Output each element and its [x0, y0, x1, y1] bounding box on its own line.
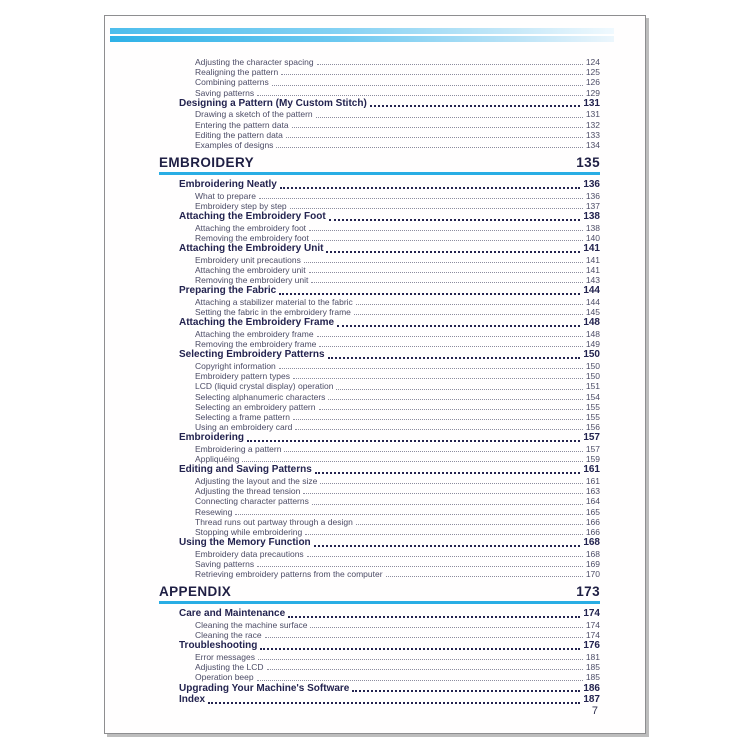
entry-page-number: 170: [585, 569, 600, 580]
toc-entry: [159, 329, 600, 339]
toc-entry: [159, 285, 600, 297]
toc-entry: [159, 57, 600, 67]
entry-title: Entering the pattern data: [195, 119, 289, 130]
entry-page-number: 126: [585, 77, 600, 88]
entry-title: Adjusting the layout and the size: [195, 476, 318, 487]
entry-title: Appliquéing: [195, 454, 240, 465]
toc-entry: [159, 517, 600, 527]
dot-leader: [312, 240, 583, 241]
dot-leader: [356, 524, 583, 525]
entry-page-number: 161: [583, 464, 600, 476]
entry-page-number: 181: [585, 652, 600, 663]
entry-title: Embroidery unit precautions: [195, 254, 301, 265]
toc-entry: [159, 317, 600, 329]
entry-page-number: 141: [585, 254, 600, 265]
section-title: EMBROIDERY: [159, 155, 255, 171]
entry-title: Attaching the embroidery frame: [195, 329, 314, 340]
dot-leader: [326, 251, 580, 253]
entry-page-number: 185: [585, 672, 600, 683]
entry-page-number: 174: [585, 630, 600, 641]
entry-title: Cleaning the race: [195, 630, 262, 641]
dot-leader: [267, 669, 583, 670]
entry-title: Selecting a frame pattern: [195, 412, 290, 423]
entry-title: Preparing the Fabric: [179, 285, 277, 297]
section-page-number: 173: [576, 584, 600, 600]
dot-leader: [312, 504, 583, 505]
entry-page-number: 140: [585, 233, 600, 244]
entry-title: Connecting character patterns: [195, 496, 309, 507]
dot-leader: [317, 336, 583, 337]
entry-title: LCD (liquid crystal display) operation: [195, 381, 334, 392]
entry-title: Upgrading Your Machine's Software: [179, 682, 350, 694]
toc-entry: [159, 476, 600, 486]
entry-page-number: 161: [585, 476, 600, 487]
toc-entry: [159, 662, 600, 672]
toc-entry: [159, 486, 600, 496]
entry-page-number: 169: [585, 559, 600, 570]
entry-title: Stopping while embroidering: [195, 527, 303, 538]
entry-title: Error messages: [195, 652, 255, 663]
toc-entry: [159, 559, 600, 569]
entry-title: Drawing a sketch of the pattern: [195, 109, 313, 120]
entry-page-number: 165: [585, 506, 600, 517]
toc-list: [159, 57, 600, 706]
toc-entry: [159, 652, 600, 662]
entry-title: Using the Memory Function: [179, 537, 311, 549]
toc-entry: [159, 77, 600, 87]
entry-page-number: 154: [585, 391, 600, 402]
dot-leader: [279, 293, 580, 295]
toc-entry: [159, 537, 600, 549]
dot-leader: [336, 389, 582, 390]
entry-page-number: 134: [585, 140, 600, 151]
entry-page-number: 138: [583, 211, 600, 223]
toc-entry: [159, 432, 600, 444]
dot-leader: [356, 304, 583, 305]
entry-title: Selecting an embroidery pattern: [195, 401, 316, 412]
entry-page-number: 151: [585, 381, 600, 392]
toc-entry: [159, 109, 600, 119]
toc-entry: [159, 339, 600, 349]
entry-page-number: 131: [585, 109, 600, 120]
entry-page-number: 150: [585, 371, 600, 382]
toc-entry: [159, 608, 600, 620]
toc-entry: [159, 402, 600, 412]
entry-title: Attaching the Embroidery Foot: [179, 211, 326, 223]
entry-page-number: 136: [585, 190, 600, 201]
dot-leader: [317, 64, 583, 65]
dot-leader: [279, 368, 583, 369]
entry-page-number: 124: [585, 57, 600, 67]
toc-entry: [159, 88, 600, 98]
dot-leader: [272, 85, 583, 86]
toc-entry: [159, 412, 600, 422]
dot-leader: [309, 272, 583, 273]
entry-page-number: 186: [583, 682, 600, 694]
dot-leader: [265, 637, 583, 638]
entry-title: Adjusting the thread tension: [195, 486, 301, 497]
dot-leader: [292, 127, 583, 128]
dot-leader: [259, 198, 583, 199]
toc-entry: [159, 569, 600, 579]
dot-leader: [303, 493, 582, 494]
entry-title: Setting the fabric in the embroidery frame: [195, 307, 351, 318]
dot-leader: [284, 451, 582, 452]
dot-leader: [293, 419, 583, 420]
toc-entry: [159, 233, 600, 243]
dot-leader: [257, 566, 583, 567]
entry-page-number: 137: [585, 201, 600, 212]
dot-leader: [310, 627, 582, 628]
toc-entry: [159, 211, 600, 223]
dot-leader: [260, 648, 580, 650]
entry-title: Embroidery pattern types: [195, 371, 290, 382]
toc-entry: [159, 527, 600, 537]
entry-page-number: 174: [585, 620, 600, 631]
toc-entry: [159, 444, 600, 454]
header-bar-bottom-band: [110, 36, 614, 42]
entry-page-number: 166: [585, 527, 600, 538]
entry-title: Adjusting the LCD: [195, 662, 264, 673]
dot-leader: [288, 616, 580, 618]
entry-page-number: 141: [585, 265, 600, 276]
entry-page-number: 176: [583, 640, 600, 652]
section-title: APPENDIX: [159, 584, 232, 600]
entry-page-number: 141: [583, 243, 600, 255]
toc-entry: [159, 620, 600, 630]
entry-title: Embroidering: [179, 432, 245, 444]
entry-page-number: 157: [585, 444, 600, 455]
toc-entry: [159, 549, 600, 559]
dot-leader: [337, 325, 580, 327]
dot-leader: [315, 472, 581, 474]
entry-page-number: 133: [585, 129, 600, 140]
entry-page-number: 187: [583, 694, 600, 706]
section-divider-rule: [159, 172, 600, 175]
toc-entry: [159, 223, 600, 233]
toc-entry: [159, 265, 600, 275]
dot-leader: [328, 357, 581, 359]
entry-title: Selecting alphanumeric characters: [195, 391, 326, 402]
entry-page-number: 166: [585, 516, 600, 527]
header-gradient-bar: [110, 28, 614, 43]
dot-leader: [319, 409, 583, 410]
entry-title: Care and Maintenance: [179, 608, 286, 620]
dot-leader: [352, 690, 580, 692]
manual-page: [104, 15, 646, 734]
toc-entry: [159, 381, 600, 391]
entry-title: Designing a Pattern (My Custom Stitch): [179, 97, 367, 109]
toc-entry: [159, 507, 600, 517]
entry-page-number: 138: [585, 222, 600, 233]
entry-page-number: 155: [585, 412, 600, 423]
entry-page-number: 185: [585, 662, 600, 673]
dot-leader: [293, 378, 583, 379]
dot-leader: [319, 346, 582, 347]
dot-leader: [311, 282, 582, 283]
entry-title: Editing the pattern data: [195, 129, 283, 140]
entry-title: Attaching the embroidery foot: [195, 222, 307, 233]
entry-title: Examples of designs: [195, 140, 274, 151]
entry-title: Removing the embroidery foot: [195, 233, 309, 244]
entry-page-number: 143: [585, 275, 600, 286]
entry-title: Embroidering Neatly: [179, 179, 277, 191]
dot-leader: [290, 208, 583, 209]
entry-page-number: 145: [585, 307, 600, 318]
entry-page-number: 163: [585, 486, 600, 497]
entry-title: Attaching a stabilizer material to the fabric: [195, 297, 353, 308]
toc-entry: [159, 630, 600, 640]
dot-leader: [386, 576, 583, 577]
toc-entry: [159, 464, 600, 476]
entry-page-number: 125: [585, 67, 600, 78]
entry-title: Realigning the pattern: [195, 67, 279, 78]
entry-title: Embroidery step by step: [195, 201, 287, 212]
toc-entry: [159, 191, 600, 201]
dot-leader: [295, 429, 582, 430]
toc-entry: [159, 392, 600, 402]
entry-title: Copyright information: [195, 361, 276, 372]
toc-entry: [159, 672, 600, 682]
dot-leader: [370, 105, 581, 107]
entry-page-number: 136: [583, 179, 600, 191]
dot-leader: [314, 545, 581, 547]
dot-leader: [276, 147, 582, 148]
entry-title: Adjusting the character spacing: [195, 57, 314, 67]
dot-leader: [242, 461, 582, 462]
dot-leader: [235, 514, 582, 515]
entry-title: Retrieving embroidery patterns from the computer: [195, 569, 383, 580]
dot-leader: [281, 74, 583, 75]
dot-leader: [247, 440, 580, 442]
entry-title: Editing and Saving Patterns: [179, 464, 312, 476]
toc-entry: [159, 201, 600, 211]
entry-page-number: 157: [583, 432, 600, 444]
entry-title: Thread runs out partway through a design: [195, 516, 353, 527]
dot-leader: [257, 680, 583, 681]
dot-leader: [280, 187, 581, 189]
dot-leader: [305, 534, 583, 535]
footer-page-number: 7: [591, 705, 598, 717]
dot-leader: [316, 117, 583, 118]
entry-title: Resewing: [195, 506, 233, 517]
toc-entry: [159, 297, 600, 307]
dot-leader: [257, 95, 583, 96]
entry-page-number: 132: [585, 119, 600, 130]
entry-title: Saving patterns: [195, 87, 255, 98]
entry-page-number: 156: [585, 422, 600, 433]
entry-page-number: 148: [585, 329, 600, 340]
dot-leader: [258, 659, 583, 660]
entry-title: Attaching the Embroidery Unit: [179, 243, 324, 255]
toc-entry: [159, 371, 600, 381]
dot-leader: [286, 137, 583, 138]
entry-page-number: 148: [583, 317, 600, 329]
toc-entry: [159, 255, 600, 265]
entry-title: Removing the embroidery unit: [195, 275, 309, 286]
dot-leader: [320, 483, 582, 484]
toc-entry: [159, 307, 600, 317]
toc-entry: [159, 140, 600, 150]
entry-title: Embroidering a pattern: [195, 444, 282, 455]
toc-entry: [159, 454, 600, 464]
toc-entry: [159, 640, 600, 652]
toc-entry: [159, 243, 600, 255]
entry-title: Index: [179, 694, 206, 706]
dot-leader: [328, 399, 582, 400]
entry-page-number: 164: [585, 496, 600, 507]
entry-title: Attaching the Embroidery Frame: [179, 317, 335, 329]
section-divider-rule: [159, 601, 600, 604]
toc-section-heading: [159, 155, 600, 171]
toc-entry: [159, 67, 600, 77]
entry-title: Operation beep: [195, 672, 254, 683]
toc-entry: [159, 349, 600, 361]
entry-page-number: 144: [583, 285, 600, 297]
entry-title: Embroidery data precautions: [195, 548, 304, 559]
entry-title: Using an embroidery card: [195, 422, 293, 433]
entry-page-number: 149: [585, 339, 600, 350]
toc-entry: [159, 98, 600, 110]
toc-entry: [159, 275, 600, 285]
toc-entry: [159, 361, 600, 371]
entry-page-number: 155: [585, 401, 600, 412]
dot-leader: [354, 314, 583, 315]
dot-leader: [307, 556, 583, 557]
entry-title: What to prepare: [195, 190, 256, 201]
entry-title: Troubleshooting: [179, 640, 258, 652]
toc-entry: [159, 130, 600, 140]
entry-page-number: 150: [585, 361, 600, 372]
entry-title: Attaching the embroidery unit: [195, 265, 306, 276]
toc-entry: [159, 179, 600, 191]
toc-entry: [159, 694, 600, 706]
entry-page-number: 168: [585, 548, 600, 559]
dot-leader: [309, 230, 583, 231]
entry-page-number: 144: [585, 297, 600, 308]
entry-title: Cleaning the machine surface: [195, 620, 308, 631]
entry-title: Saving patterns: [195, 559, 255, 570]
entry-page-number: 168: [583, 537, 600, 549]
dot-leader: [304, 262, 583, 263]
toc-entry: [159, 120, 600, 130]
toc-entry: [159, 496, 600, 506]
section-page-number: 135: [576, 155, 600, 171]
entry-page-number: 150: [583, 349, 600, 361]
entry-page-number: 174: [583, 608, 600, 620]
entry-page-number: 131: [583, 97, 600, 109]
toc-entry: [159, 683, 600, 695]
entry-title: Selecting Embroidery Patterns: [179, 349, 325, 361]
dot-leader: [329, 219, 581, 221]
toc-entry: [159, 422, 600, 432]
entry-title: Combining patterns: [195, 77, 269, 88]
toc-section-heading: [159, 584, 600, 600]
entry-page-number: 159: [585, 454, 600, 465]
entry-page-number: 129: [585, 87, 600, 98]
dot-leader: [208, 702, 580, 704]
entry-title: Removing the embroidery frame: [195, 339, 317, 350]
